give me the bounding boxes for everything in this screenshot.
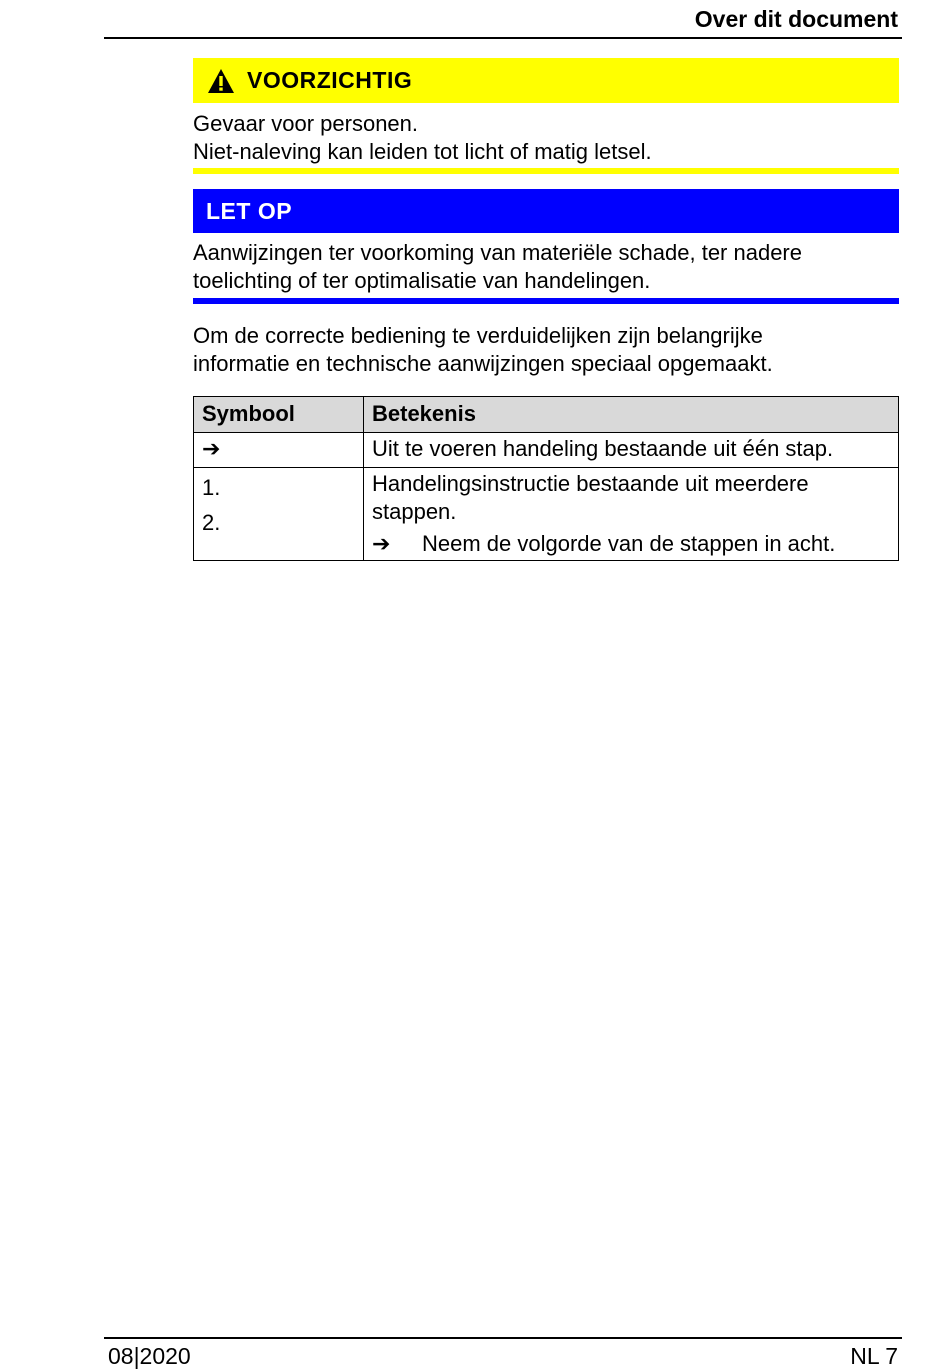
table-row (194, 468, 899, 561)
arrow-symbol-icon: ➔ (194, 433, 364, 468)
header-divider (104, 37, 902, 39)
warning-triangle-icon (207, 68, 235, 94)
intro-line: informatie en technische aanwijzingen speciaal opgemaakt. (193, 351, 773, 376)
step-number: 2. (202, 510, 221, 535)
sub-step-text: Neem de volgorde van de stappen in acht. (422, 531, 836, 556)
symbol-table (193, 396, 899, 561)
caution-text (193, 110, 899, 166)
meaning-line: Handelingsinstructie bestaande uit meerdere (372, 471, 809, 496)
caution-line: Gevaar voor personen. (193, 111, 419, 136)
footer-page-number: NL 7 (850, 1343, 898, 1369)
notice-text (193, 239, 899, 295)
header-symbol: Symbool (194, 397, 364, 433)
arrow-symbol-icon: ➔ (372, 531, 391, 556)
caution-banner (193, 58, 899, 103)
intro-line: Om de correcte bediening te verduidelijken zijn belangrijke (193, 323, 763, 348)
notice-divider (193, 298, 899, 304)
intro-paragraph (193, 322, 899, 378)
caution-label: VOORZICHTIG (247, 67, 413, 93)
page-header-title: Over dit document (694, 6, 898, 32)
caution-line: Niet-naleving kan leiden tot licht of matig letsel. (193, 139, 652, 164)
footer-divider (104, 1337, 902, 1339)
caution-divider (193, 168, 899, 174)
notice-line: Aanwijzingen ter voorkoming van materiële schade, ter nadere (193, 240, 802, 265)
table-row (194, 433, 899, 468)
notice-banner (193, 189, 899, 233)
header-meaning: Betekenis (364, 397, 899, 433)
table-header-row (194, 397, 899, 433)
step-number: 1. (202, 475, 221, 500)
meaning-line: stappen. (372, 499, 457, 524)
table-cell-meaning: Uit te voeren handeling bestaande uit één stap. (364, 433, 899, 468)
sub-step (372, 530, 890, 558)
footer-date: 08|2020 (108, 1343, 191, 1369)
notice-label: LET OP (206, 197, 293, 224)
table-cell-steps (194, 468, 364, 561)
notice-line: toelichting of ter optimalisatie van handelingen. (193, 268, 651, 293)
table-cell-meaning (364, 468, 899, 561)
